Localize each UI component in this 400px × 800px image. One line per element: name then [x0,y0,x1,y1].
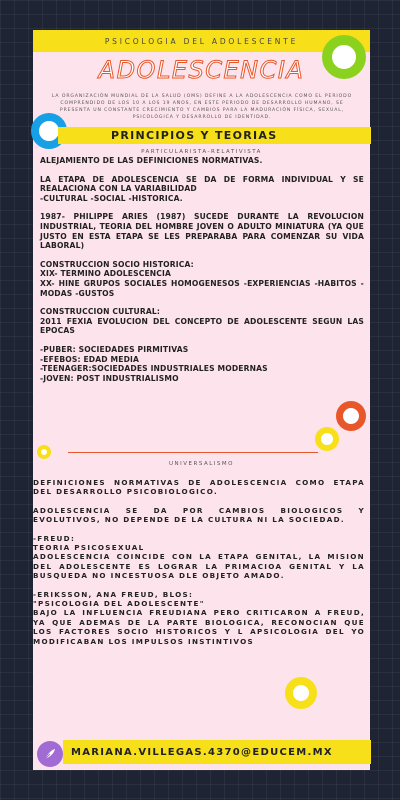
paragraph: DEFINICIONES NORMATIVAS DE ADOLESCENCIA COMO ETAPA DEL DESARROLLO PSICOBIOLOGICO. [33,478,365,497]
paragraph: -EFEBOS: EDAD MEDIA [40,354,140,364]
section-principios-title: PRINCIPIOS Y TEORIAS [111,129,278,142]
yellow-ring-bottom-icon [285,677,317,709]
yellow-ring-small-icon [37,445,51,459]
intro-text: LA ORGANIZACIÓN MUNDIAL DE LA SALUD (OMS) DEFINE A LA ADOLESCENCIA COMO EL PERIODO COMPRENDIDO DE LOS 10 A LOS 19 AÑOS, EN ESTE PERIODO DE DESARROLLO HUMANO, SE PRESENTA UN CONSTANTE CRECIMIENTO Y CAMBIOS PARA LA MADURACIÓN FÍSICA, SEXUAL, PSICOLÓGICA Y DESARROLLO DE IDENTIDAD. [51,94,353,120]
feather-pen-icon [37,741,63,767]
paragraph: ALEJAMIENTO DE LAS DEFINICIONES NORMATIVAS. [40,156,263,165]
paragraph: -CULTURAL -SOCIAL -HISTORICA. [40,193,183,203]
paragraph: CONSTRUCCION SOCIO HISTORICA: [40,259,194,269]
paragraph: -ERIKSSON, ANA FREUD, BLOS: [33,589,194,599]
orange-ring-icon [336,401,366,431]
feather-pen-glyph [42,746,58,762]
paragraph: TEORIA PSICOSEXUAL [33,543,145,553]
paragraph: 2011 FEXIA EVOLUCION DEL CONCEPTO DE ADOLESCENTE SEGUN LAS EPOCAS [40,316,364,336]
paragraph: -PUBER: SOCIEDADES PIRMITIVAS [40,344,189,354]
footer-bar [63,740,371,764]
subhead-particularista: PARTICULARISTA-RELATIVISTA [141,149,262,155]
paragraph: 1987- PHILIPPE ARIES (1987) SUCEDE DURANTE LA REVOLUCION INDUSTRIAL, TEORIA DEL HOMBRE JOVEN O ADULTO MINIATURA (YA QUE JUSTO EN ESTA ETAPA SE LES PREPARABA PARA COMENZAR SU VIDA LABORAL) [40,212,364,251]
subhead-universalismo: UNIVERSALISMO [169,461,234,467]
footer-email: MARIANA.VILLEGAS.4370@EDUCEM.MX [71,746,333,758]
green-ring-icon [322,35,366,79]
paragraph: XIX- TERMINO ADOLESCENCIA [40,269,172,279]
header-label: PSICOLOGIA DEL ADOLESCENTE [104,36,299,46]
paragraph: XX- HINE GRUPOS SOCIALES HOMOGENESOS -EXPERIENCIAS -HABITOS -MODAS -GUSTOS [40,278,364,298]
paragraph: "PSICOLOGIA DEL ADOLESCENTE" [33,599,205,609]
section-divider [68,452,318,453]
header-bar [33,30,370,52]
section2-body [33,478,365,646]
paragraph: -TEENAGER:SOCIEDADES INDUSTRIALES MODERNAS [40,364,268,374]
paragraph: ADOLESCENCIA SE DA POR CAMBIOS BIOLOGICOS Y EVOLUTIVOS, NO DEPENDE DE LA CULTURA NI LA SOCIEDAD. [33,505,365,525]
yellow-ring-icon [315,427,339,451]
paragraph: -FREUD: [33,533,76,543]
paragraph: CONSTRUCCION CULTURAL: [40,307,161,317]
paragraph: LA ETAPA DE ADOLESCENCIA SE DA DE FORMA INDIVIDUAL Y SE REALACIONA CON LA VARIABILIDAD [40,174,364,194]
section-principios-bar [58,127,371,144]
paragraph: BAJO LA INFLUENCIA FREUDIANA PERO CRITICARON A FREUD, YA QUE ADEMAS DE LA PARTE BIOLOGICA, RECONOCIAN QUE LOS FACTORES SOCIO HISTORICOS Y L APSICOLOGIA DEL YO MODIFICABAN LOS IMPULSOS INSTINTIVOS [33,608,365,646]
page-title: ADOLESCENCIA [98,56,305,84]
paragraph: -JOVEN: POST INDUSTRIALISMO [40,373,179,383]
paragraph: ADOLESCENCIA COINCIDE CON LA ETAPA GENITAL, LA MISION DEL ADOLESCENTE ES LOGRAR LA PRIMACIOA GENITAL Y LA BUSQUEDA NO INCESTUOSA DLE OBJETO AMADO. [33,552,365,581]
section1-body [40,156,364,383]
